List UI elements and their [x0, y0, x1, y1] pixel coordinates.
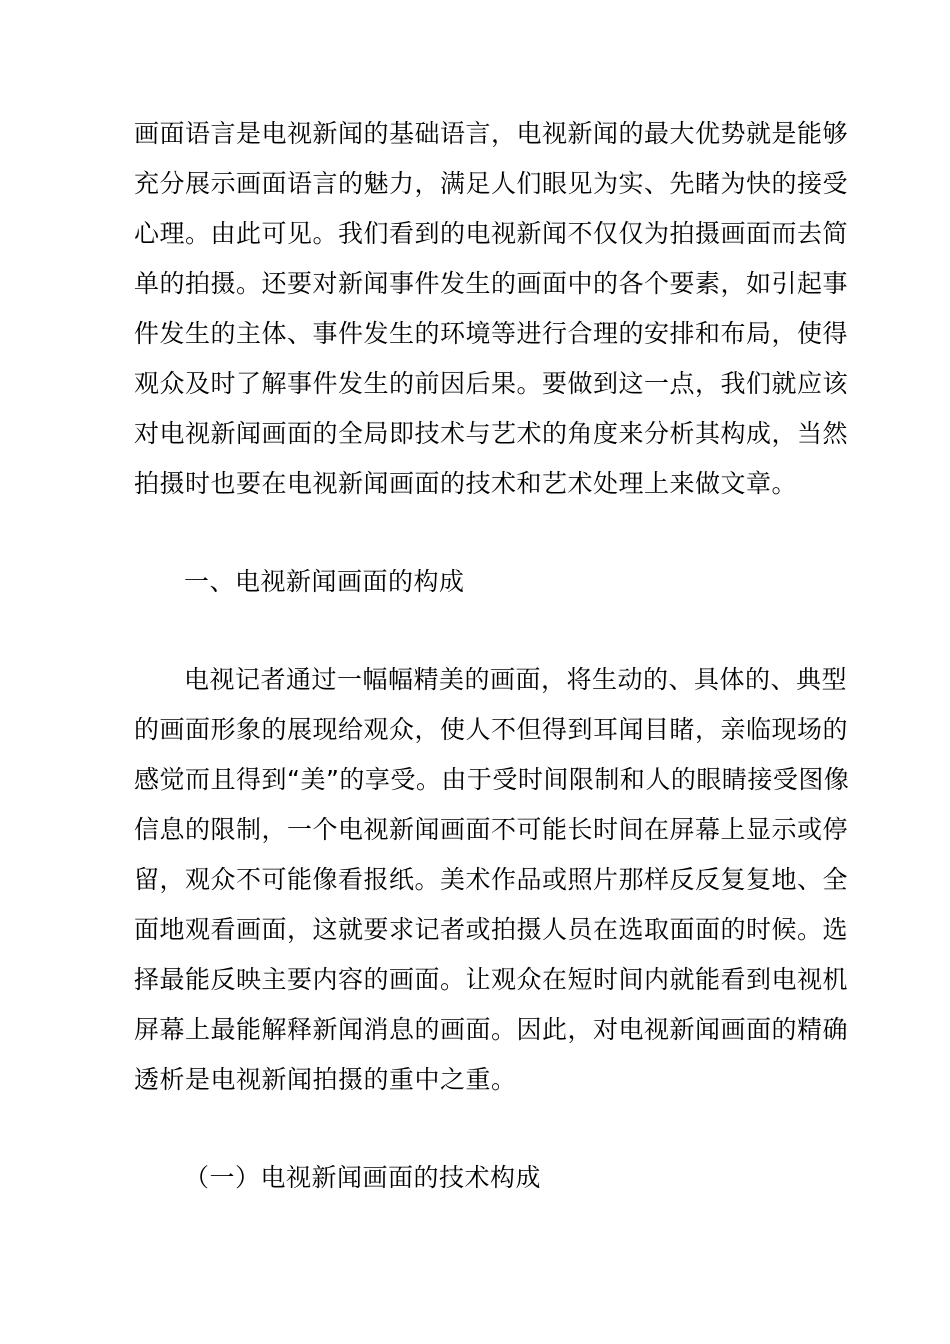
subsection-heading: （一）电视新闻画面的技术构成	[184, 1163, 542, 1192]
paragraph-line: 屏幕上最能解释新闻消息的画面。因此，对电视新闻画面的精确	[134, 1015, 849, 1044]
paragraph-line: 信息的限制，一个电视新闻画面不可能长时间在屏幕上显示或停	[134, 815, 849, 844]
paragraph-line: 感觉而且得到“美”的享受。由于受时间限制和人的眼睛接受图像	[134, 765, 850, 794]
paragraph-line: 拍摄时也要在电视新闻画面的技术和艺术处理上来做文章。	[134, 469, 798, 498]
paragraph-line: 择最能反映主要内容的画面。让观众在短时间内就能看到电视机	[134, 965, 849, 994]
paragraph-line: 充分展示画面语言的魅力，满足人们眼见为实、先睹为快的接受	[134, 169, 849, 198]
paragraph-line: 画面语言是电视新闻的基础语言，电视新闻的最大优势就是能够	[134, 119, 849, 148]
paragraph-line: 件发生的主体、事件发生的环境等进行合理的安排和布局，使得	[134, 319, 849, 348]
paragraph-line: 的画面形象的展现给观众，使人不但得到耳闻目睹，亲临现场的	[134, 715, 849, 744]
paragraph-line: 透析是电视新闻拍摄的重中之重。	[134, 1065, 517, 1094]
paragraph-line: 对电视新闻画面的全局即技术与艺术的角度来分析其构成，当然	[134, 419, 849, 448]
paragraph-line: 单的拍摄。还要对新闻事件发生的画面中的各个要素，如引起事	[134, 269, 849, 298]
paragraph-line: 观众及时了解事件发生的前因后果。要做到这一点，我们就应该	[134, 369, 849, 398]
paragraph-line: 电视记者通过一幅幅精美的画面，将生动的、具体的、典型	[184, 665, 848, 694]
paragraph-line: 心理。由此可见。我们看到的电视新闻不仅仅为拍摄画面而去简	[134, 219, 849, 248]
paragraph-line: 留，观众不可能像看报纸。美术作品或照片那样反反复复地、全	[134, 865, 849, 894]
section-heading: 一、电视新闻画面的构成	[184, 567, 465, 596]
paragraph-line: 面地观看画面，这就要求记者或拍摄人员在选取面面的时候。选	[134, 915, 849, 944]
